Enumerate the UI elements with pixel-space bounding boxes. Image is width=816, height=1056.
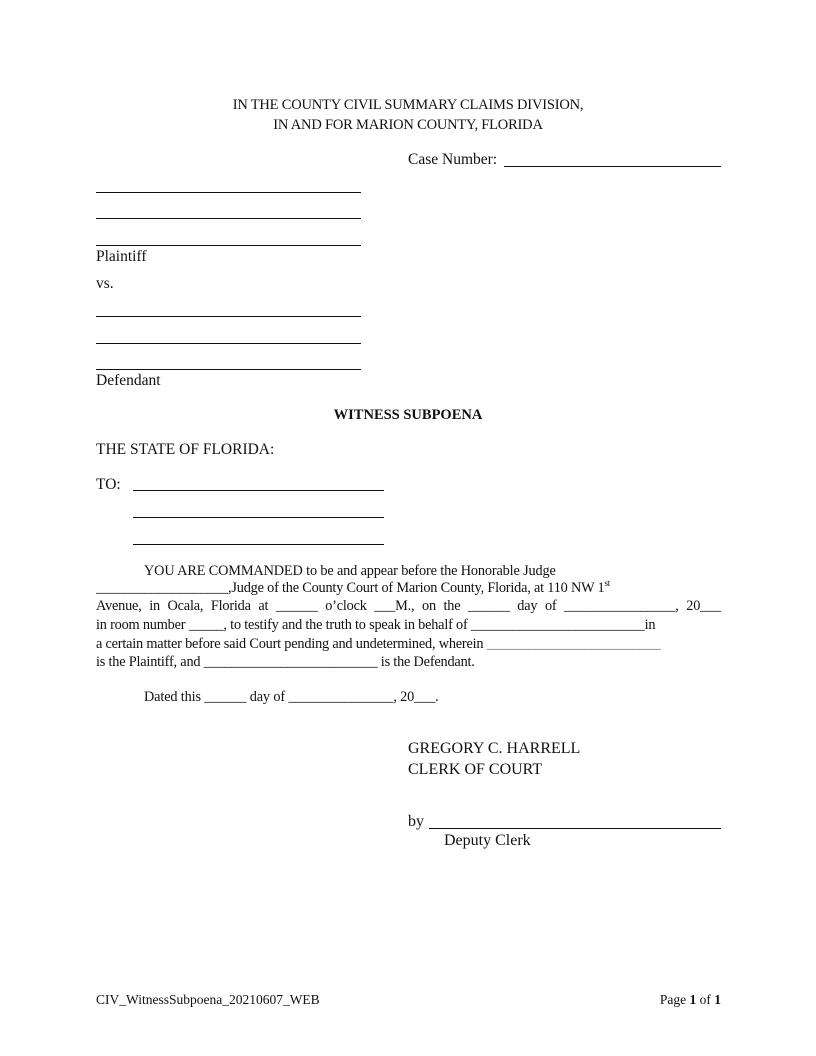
defendant-line-1[interactable] xyxy=(96,316,361,317)
command-line-1: YOU ARE COMMANDED to be and appear before the Honorable Judge xyxy=(144,563,556,579)
defendant-line-3[interactable] xyxy=(96,369,361,370)
court-heading-line2: IN AND FOR MARION COUNTY, FLORIDA xyxy=(273,117,543,133)
plaintiff-label: Plaintiff xyxy=(96,248,147,265)
witness-line-1[interactable] xyxy=(133,490,384,491)
command-line-2-text: ___________________,Judge of the County Court of Marion County, Florida, at 110 NW 1 xyxy=(96,580,605,596)
ordinal-suffix: st xyxy=(604,578,611,588)
page-number: 1 xyxy=(689,992,697,1007)
page-of: of xyxy=(696,992,715,1007)
page-indicator xyxy=(660,992,721,1008)
dated-line: Dated this ______ day of _______________, 20___. xyxy=(144,689,439,705)
command-line-5 xyxy=(96,636,721,653)
case-number-field[interactable] xyxy=(504,166,721,167)
witness-line-2[interactable] xyxy=(133,517,384,518)
deputy-signature-line[interactable] xyxy=(429,828,721,829)
plaintiff-line-2[interactable] xyxy=(96,218,361,219)
command-line-5-text: a certain matter before said Court pending and undetermined, wherein xyxy=(96,636,487,652)
command-line-4 xyxy=(96,617,721,634)
plaintiff-line-3[interactable] xyxy=(96,245,361,246)
clerk-title: CLERK OF COURT xyxy=(408,761,543,778)
clerk-name: GREGORY C. HARRELL xyxy=(408,740,581,757)
form-id: CIV_WitnessSubpoena_20210607_WEB xyxy=(96,992,320,1007)
state-label: THE STATE OF FLORIDA: xyxy=(96,441,275,458)
command-line-2 xyxy=(96,580,721,597)
to-label: TO: xyxy=(96,476,121,493)
deputy-clerk-label: Deputy Clerk xyxy=(444,832,531,849)
defendant-line-2[interactable] xyxy=(96,343,361,344)
court-heading-line1: IN THE COUNTY CIVIL SUMMARY CLAIMS DIVISION, xyxy=(232,97,584,113)
command-line-3: Avenue, in Ocala, Florida at ______ o’clock ___M., on the ______ day of ________________, 20___ xyxy=(96,598,721,614)
command-line-6: is the Plaintiff, and _________________________ is the Defendant. xyxy=(96,654,475,670)
vs-label: vs. xyxy=(96,275,114,292)
command-line-4-text: in room number _____, to testify and the truth to speak in behalf of _________________________ xyxy=(96,617,645,633)
page-prefix: Page xyxy=(659,992,690,1007)
plaintiff-line-1[interactable] xyxy=(96,192,361,193)
witness-line-3[interactable] xyxy=(133,544,384,545)
case-number-label: Case Number: xyxy=(408,151,498,168)
by-label: by xyxy=(408,813,424,830)
command-line-4-end: in xyxy=(644,617,656,633)
document-title: WITNESS SUBPOENA xyxy=(333,407,483,423)
page-total: 1 xyxy=(714,992,721,1007)
plaintiff-name-blank[interactable]: _________________________ xyxy=(486,636,661,652)
defendant-label: Defendant xyxy=(96,372,161,389)
